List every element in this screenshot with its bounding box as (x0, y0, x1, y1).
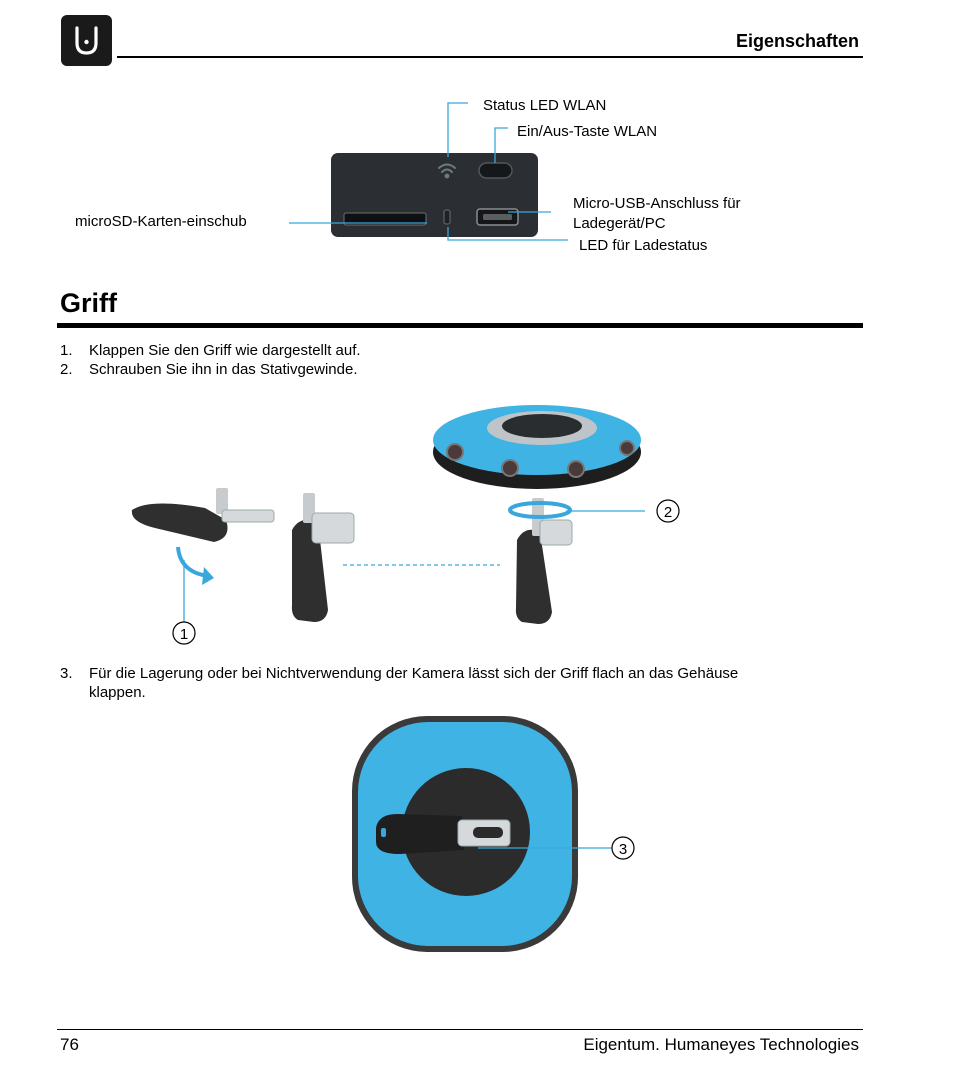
callout-3-number: 3 (618, 841, 628, 858)
ports-figure (0, 80, 954, 280)
wlan-button-shape (479, 163, 512, 178)
step-text: Klappen Sie den Griff wie dargestellt auf. (89, 342, 361, 359)
usb-port-label-line2: Ladegerät/PC (573, 215, 666, 232)
section-title: Griff (60, 288, 117, 318)
step-2 (60, 360, 860, 379)
sd-slot-label: microSD-Karten-einschub (75, 213, 247, 230)
step-text-line2: klappen. (89, 684, 146, 701)
section-rule (57, 323, 863, 328)
usb-port-inner (483, 214, 512, 220)
step-text: Schrauben Sie ihn in das Stativgewinde. (89, 361, 358, 378)
callout-2-number: 2 (663, 504, 673, 521)
step-number: 2. (60, 361, 73, 378)
step-3 (60, 664, 860, 704)
header-section-title: Eigenschaften (735, 31, 859, 51)
step-number: 3. (60, 665, 73, 682)
unfold-arrow-head (202, 567, 214, 585)
camera-side-view (433, 405, 641, 489)
handle-folded (132, 488, 274, 542)
step-1 (60, 341, 860, 360)
status-led-label: Status LED WLAN (483, 97, 607, 114)
camera-storage-figure (0, 710, 954, 960)
wlan-button-label: Ein/Aus-Taste WLAN (517, 123, 658, 140)
handle-upright (292, 493, 354, 622)
step-text-line1: Für die Lagerung oder bei Nichtverwendung der Kamera lässt sich der Griff flach an das Gehäuse (89, 665, 739, 682)
header-rule (117, 56, 863, 58)
charge-led-label: LED für Ladestatus (579, 237, 708, 254)
charge-led-shape (444, 210, 450, 224)
brand-logo (61, 15, 112, 66)
footer-owner-text: Eigentum. Humaneyes Technologies (583, 1035, 859, 1054)
step-number: 1. (60, 342, 73, 359)
handle-assembly-figure (0, 390, 954, 660)
callout-1-number: 1 (179, 626, 189, 643)
brand-logo-icon (61, 15, 112, 66)
page-number: 76 (60, 1035, 79, 1054)
usb-port-label-line1: Micro-USB-Anschluss für (573, 195, 741, 212)
footer-rule (57, 1029, 863, 1030)
